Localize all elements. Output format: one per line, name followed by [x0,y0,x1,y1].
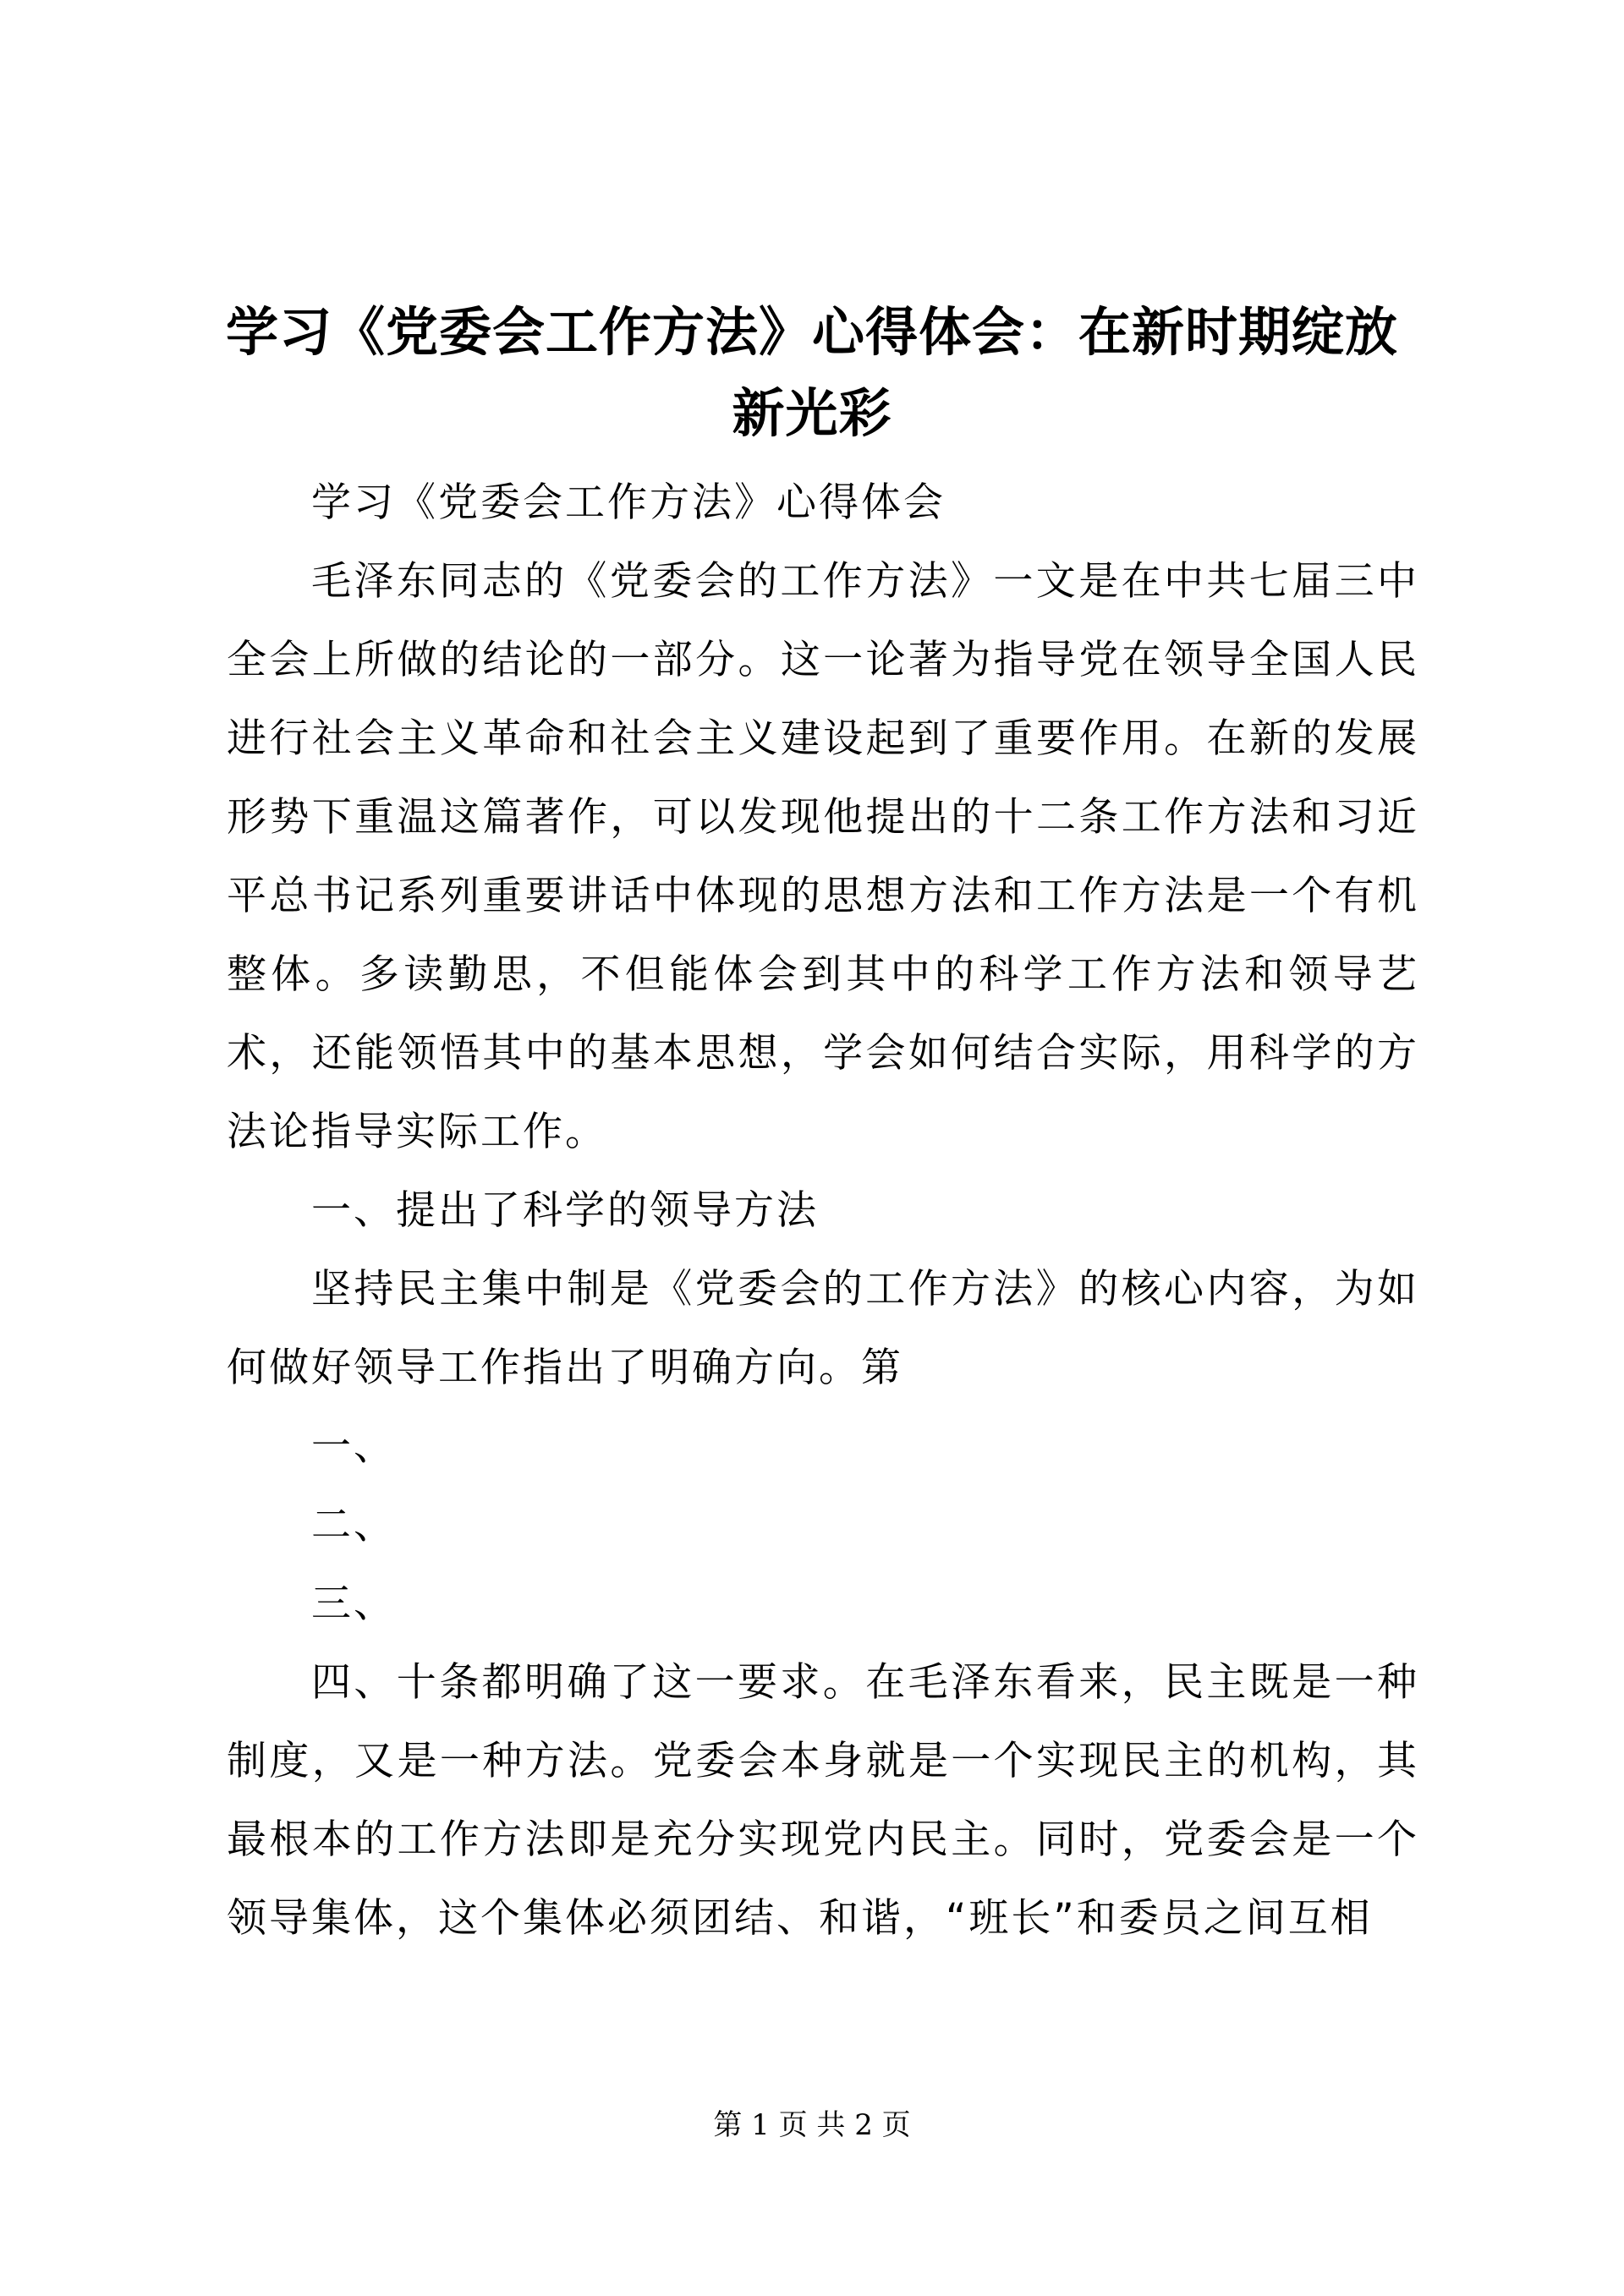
body-paragraph: 四、十条都明确了这一要求。在毛泽东看来，民主既是一种制度，又是一种方法。党委会本身就是一个实现民主的机构，其最根本的工作方法即是充分实现党内民主。同时，党委会是一个领导集体，这个集体必须团结、和谐，“班长”和委员之间互相 [227,1659,1419,1942]
document-body [227,463,1419,1958]
list-item: 二、 [311,1502,396,1548]
subtitle-paragraph: 学习《党委会工作方法》心得体会 [311,479,946,526]
document-title: 学习《党委会工作方法》心得体会：在新时期绽放新光彩 [225,301,1398,444]
intro-paragraph: 毛泽东同志的《党委会的工作方法》一文是在中共七届三中全会上所做的结论的一部分。这一论著为指导党在领导全国人民进行社会主义革命和社会主义建设起到了重要作用。在新的发展形势下重温这篇著作，可以发现他提出的十二条工作方法和习近平总书记系列重要讲话中体现的思想方法和工作方法是一个有机整体。多读勤思，不但能体会到其中的科学工作方法和领导艺术，还能领悟其中的基本思想，学会如何结合实际，用科学的方法论指导实际工作。 [227,558,1419,1155]
body-paragraph: 坚持民主集中制是《党委会的工作方法》的核心内容，为如何做好领导工作指出了明确方向。第 [227,1266,1419,1391]
list-item: 三、 [311,1581,396,1627]
section-heading: 一、提出了科学的领导方法 [311,1187,819,1234]
list-item: 一、 [311,1423,396,1470]
page-indicator: 第 1 页 共 2 页 [713,2108,911,2142]
